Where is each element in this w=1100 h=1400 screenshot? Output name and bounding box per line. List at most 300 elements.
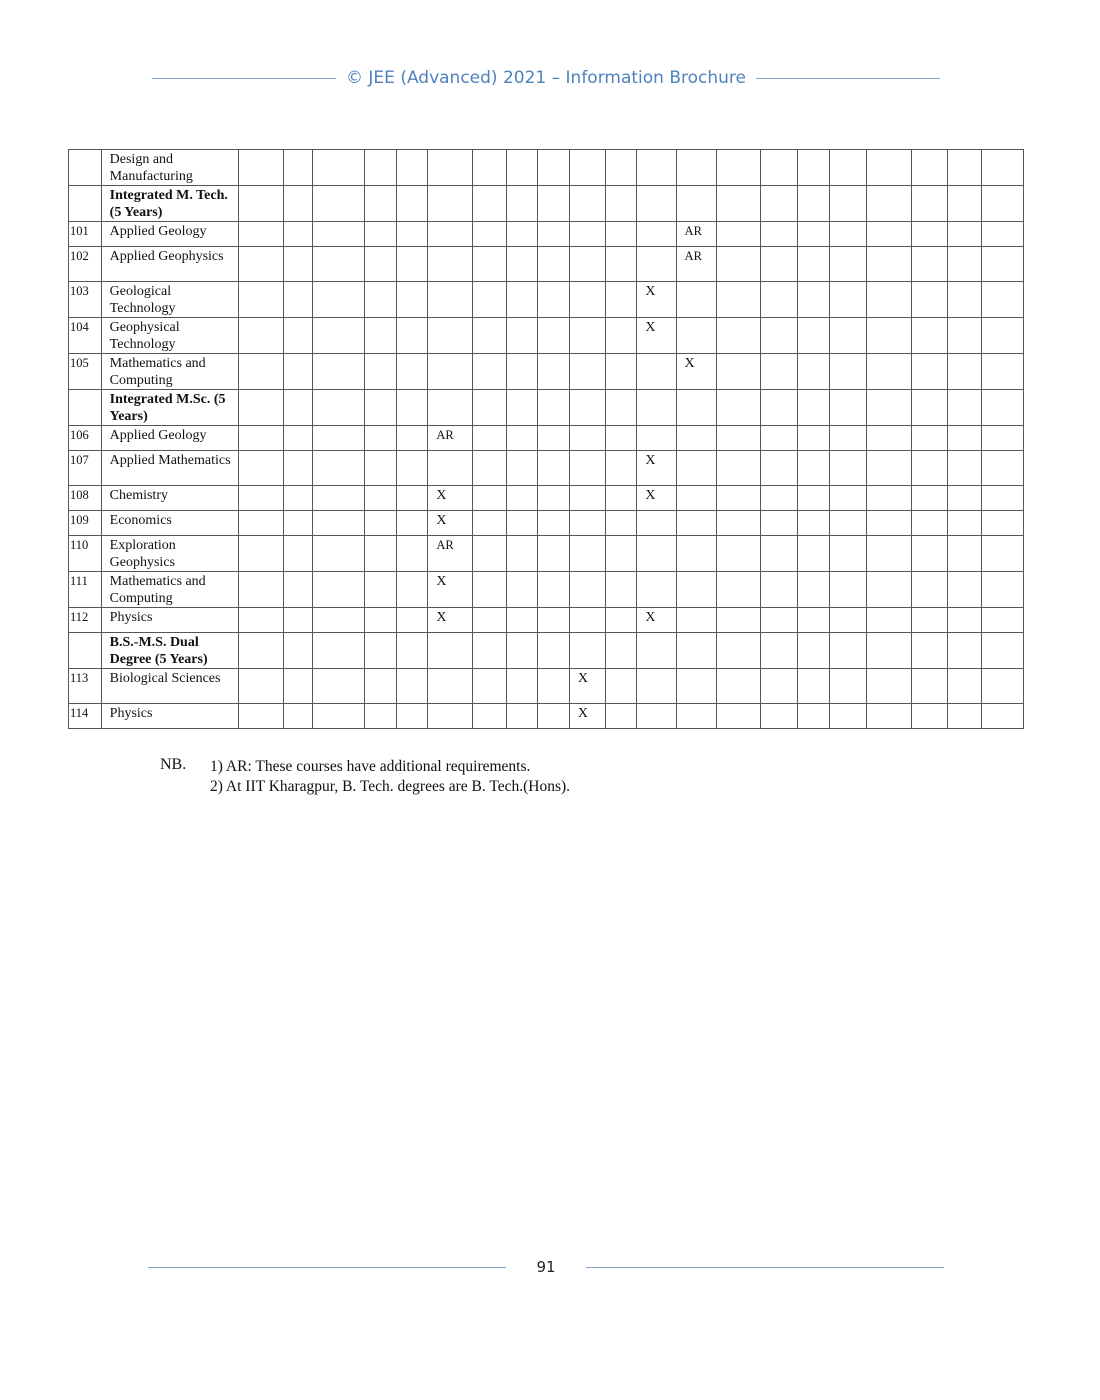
empty-cell bbox=[716, 186, 761, 222]
empty-cell bbox=[637, 426, 676, 451]
empty-cell bbox=[798, 536, 830, 572]
empty-cell bbox=[830, 572, 867, 608]
empty-cell bbox=[283, 150, 312, 186]
empty-cell bbox=[982, 186, 1024, 222]
empty-cell bbox=[472, 511, 506, 536]
course-number: 105 bbox=[69, 354, 102, 390]
course-number: 107 bbox=[69, 451, 102, 486]
course-name: Design and Manufacturing bbox=[101, 150, 238, 186]
empty-cell bbox=[867, 150, 912, 186]
empty-cell bbox=[569, 511, 605, 536]
availability-mark: X bbox=[428, 608, 473, 633]
empty-cell bbox=[676, 486, 716, 511]
empty-cell bbox=[569, 150, 605, 186]
empty-cell bbox=[538, 511, 570, 536]
empty-cell bbox=[761, 150, 798, 186]
empty-cell bbox=[676, 318, 716, 354]
empty-cell bbox=[283, 318, 312, 354]
empty-cell bbox=[365, 426, 397, 451]
empty-cell bbox=[911, 354, 947, 390]
empty-cell bbox=[238, 572, 283, 608]
empty-cell bbox=[506, 150, 538, 186]
empty-cell bbox=[365, 572, 397, 608]
empty-cell bbox=[312, 572, 364, 608]
empty-cell bbox=[283, 451, 312, 486]
table-row bbox=[69, 150, 1024, 186]
empty-cell bbox=[982, 150, 1024, 186]
header-rule-right bbox=[756, 78, 940, 79]
empty-cell bbox=[867, 222, 912, 247]
empty-cell bbox=[676, 608, 716, 633]
empty-cell bbox=[867, 282, 912, 318]
empty-cell bbox=[312, 222, 364, 247]
empty-cell bbox=[830, 704, 867, 729]
empty-cell bbox=[716, 150, 761, 186]
empty-cell bbox=[506, 572, 538, 608]
empty-cell bbox=[637, 572, 676, 608]
empty-cell bbox=[506, 608, 538, 633]
empty-cell bbox=[312, 186, 364, 222]
empty-cell bbox=[283, 426, 312, 451]
empty-cell bbox=[312, 511, 364, 536]
empty-cell bbox=[569, 486, 605, 511]
empty-cell bbox=[605, 572, 637, 608]
empty-cell bbox=[365, 633, 397, 669]
program-section-heading: B.S.-M.S. Dual Degree (5 Years) bbox=[101, 633, 238, 669]
empty-cell bbox=[830, 390, 867, 426]
empty-cell bbox=[283, 486, 312, 511]
table-row bbox=[69, 511, 1024, 536]
course-name: Geophysical Technology bbox=[101, 318, 238, 354]
course-number bbox=[69, 390, 102, 426]
empty-cell bbox=[798, 451, 830, 486]
empty-cell bbox=[605, 247, 637, 282]
empty-cell bbox=[312, 451, 364, 486]
empty-cell bbox=[798, 572, 830, 608]
empty-cell bbox=[312, 150, 364, 186]
empty-cell bbox=[982, 704, 1024, 729]
empty-cell bbox=[637, 354, 676, 390]
availability-mark: X bbox=[569, 669, 605, 704]
empty-cell bbox=[911, 247, 947, 282]
empty-cell bbox=[569, 633, 605, 669]
empty-cell bbox=[506, 536, 538, 572]
empty-cell bbox=[982, 354, 1024, 390]
empty-cell bbox=[716, 426, 761, 451]
empty-cell bbox=[365, 318, 397, 354]
empty-cell bbox=[312, 390, 364, 426]
empty-cell bbox=[396, 354, 428, 390]
empty-cell bbox=[396, 451, 428, 486]
empty-cell bbox=[947, 222, 982, 247]
empty-cell bbox=[428, 354, 473, 390]
empty-cell bbox=[238, 633, 283, 669]
empty-cell bbox=[716, 247, 761, 282]
empty-cell bbox=[798, 282, 830, 318]
course-number: 102 bbox=[69, 247, 102, 282]
empty-cell bbox=[798, 150, 830, 186]
availability-mark: X bbox=[637, 451, 676, 486]
course-name: Exploration Geophysics bbox=[101, 536, 238, 572]
empty-cell bbox=[867, 511, 912, 536]
empty-cell bbox=[911, 511, 947, 536]
course-number: 104 bbox=[69, 318, 102, 354]
availability-mark: X bbox=[428, 486, 473, 511]
empty-cell bbox=[798, 511, 830, 536]
empty-cell bbox=[911, 608, 947, 633]
page-footer bbox=[148, 1255, 944, 1279]
empty-cell bbox=[830, 247, 867, 282]
empty-cell bbox=[605, 186, 637, 222]
empty-cell bbox=[396, 222, 428, 247]
empty-cell bbox=[312, 633, 364, 669]
empty-cell bbox=[830, 354, 867, 390]
empty-cell bbox=[911, 390, 947, 426]
empty-cell bbox=[538, 608, 570, 633]
empty-cell bbox=[605, 318, 637, 354]
course-name: Economics bbox=[101, 511, 238, 536]
empty-cell bbox=[867, 318, 912, 354]
empty-cell bbox=[396, 247, 428, 282]
empty-cell bbox=[911, 633, 947, 669]
empty-cell bbox=[676, 426, 716, 451]
availability-mark: X bbox=[637, 486, 676, 511]
empty-cell bbox=[605, 536, 637, 572]
empty-cell bbox=[365, 511, 397, 536]
empty-cell bbox=[283, 354, 312, 390]
empty-cell bbox=[716, 354, 761, 390]
empty-cell bbox=[947, 354, 982, 390]
empty-cell bbox=[947, 426, 982, 451]
course-number bbox=[69, 633, 102, 669]
table-row bbox=[69, 186, 1024, 222]
empty-cell bbox=[830, 486, 867, 511]
page-number: 91 bbox=[536, 1258, 556, 1276]
empty-cell bbox=[716, 390, 761, 426]
empty-cell bbox=[947, 247, 982, 282]
empty-cell bbox=[676, 186, 716, 222]
course-name: Applied Geophysics bbox=[101, 247, 238, 282]
empty-cell bbox=[761, 633, 798, 669]
program-section-heading: Integrated M.Sc. (5 Years) bbox=[101, 390, 238, 426]
empty-cell bbox=[506, 511, 538, 536]
empty-cell bbox=[761, 354, 798, 390]
empty-cell bbox=[506, 633, 538, 669]
empty-cell bbox=[761, 222, 798, 247]
empty-cell bbox=[947, 150, 982, 186]
empty-cell bbox=[867, 186, 912, 222]
empty-cell bbox=[569, 318, 605, 354]
empty-cell bbox=[830, 282, 867, 318]
empty-cell bbox=[312, 426, 364, 451]
empty-cell bbox=[605, 608, 637, 633]
empty-cell bbox=[637, 150, 676, 186]
empty-cell bbox=[761, 390, 798, 426]
empty-cell bbox=[798, 390, 830, 426]
empty-cell bbox=[538, 354, 570, 390]
header-rule-left bbox=[152, 78, 336, 79]
empty-cell bbox=[605, 150, 637, 186]
empty-cell bbox=[538, 633, 570, 669]
availability-mark: X bbox=[428, 572, 473, 608]
empty-cell bbox=[238, 390, 283, 426]
empty-cell bbox=[798, 247, 830, 282]
empty-cell bbox=[830, 633, 867, 669]
empty-cell bbox=[538, 318, 570, 354]
empty-cell bbox=[396, 511, 428, 536]
empty-cell bbox=[506, 282, 538, 318]
empty-cell bbox=[867, 633, 912, 669]
table-row bbox=[69, 426, 1024, 451]
empty-cell bbox=[761, 608, 798, 633]
empty-cell bbox=[867, 608, 912, 633]
table-row bbox=[69, 704, 1024, 729]
table-row bbox=[69, 354, 1024, 390]
empty-cell bbox=[637, 186, 676, 222]
empty-cell bbox=[472, 669, 506, 704]
availability-mark: X bbox=[637, 608, 676, 633]
empty-cell bbox=[283, 511, 312, 536]
empty-cell bbox=[472, 318, 506, 354]
empty-cell bbox=[676, 282, 716, 318]
empty-cell bbox=[472, 572, 506, 608]
empty-cell bbox=[538, 247, 570, 282]
empty-cell bbox=[761, 669, 798, 704]
empty-cell bbox=[396, 669, 428, 704]
empty-cell bbox=[676, 704, 716, 729]
course-name: Physics bbox=[101, 608, 238, 633]
empty-cell bbox=[428, 282, 473, 318]
course-number: 112 bbox=[69, 608, 102, 633]
empty-cell bbox=[312, 282, 364, 318]
empty-cell bbox=[365, 282, 397, 318]
course-number: 113 bbox=[69, 669, 102, 704]
course-name: Applied Mathematics bbox=[101, 451, 238, 486]
empty-cell bbox=[365, 536, 397, 572]
empty-cell bbox=[982, 486, 1024, 511]
program-section-heading: Integrated M. Tech. (5 Years) bbox=[101, 186, 238, 222]
empty-cell bbox=[716, 451, 761, 486]
empty-cell bbox=[982, 608, 1024, 633]
empty-cell bbox=[396, 633, 428, 669]
empty-cell bbox=[982, 536, 1024, 572]
empty-cell bbox=[982, 222, 1024, 247]
empty-cell bbox=[365, 150, 397, 186]
course-number: 109 bbox=[69, 511, 102, 536]
availability-mark: X bbox=[637, 318, 676, 354]
empty-cell bbox=[761, 186, 798, 222]
availability-mark: X bbox=[676, 354, 716, 390]
empty-cell bbox=[238, 451, 283, 486]
empty-cell bbox=[472, 704, 506, 729]
empty-cell bbox=[472, 608, 506, 633]
empty-cell bbox=[830, 150, 867, 186]
table-row bbox=[69, 572, 1024, 608]
empty-cell bbox=[365, 486, 397, 511]
empty-cell bbox=[867, 451, 912, 486]
course-name: Physics bbox=[101, 704, 238, 729]
empty-cell bbox=[283, 572, 312, 608]
empty-cell bbox=[605, 390, 637, 426]
additional-requirement-mark: AR bbox=[428, 536, 473, 572]
table-row bbox=[69, 282, 1024, 318]
empty-cell bbox=[569, 186, 605, 222]
empty-cell bbox=[538, 451, 570, 486]
empty-cell bbox=[428, 150, 473, 186]
empty-cell bbox=[506, 186, 538, 222]
empty-cell bbox=[283, 222, 312, 247]
empty-cell bbox=[982, 451, 1024, 486]
empty-cell bbox=[238, 354, 283, 390]
empty-cell bbox=[947, 704, 982, 729]
empty-cell bbox=[538, 186, 570, 222]
empty-cell bbox=[947, 318, 982, 354]
empty-cell bbox=[947, 390, 982, 426]
empty-cell bbox=[472, 247, 506, 282]
empty-cell bbox=[472, 150, 506, 186]
empty-cell bbox=[911, 186, 947, 222]
empty-cell bbox=[867, 486, 912, 511]
empty-cell bbox=[283, 282, 312, 318]
empty-cell bbox=[716, 608, 761, 633]
empty-cell bbox=[947, 633, 982, 669]
empty-cell bbox=[428, 633, 473, 669]
empty-cell bbox=[947, 536, 982, 572]
empty-cell bbox=[365, 222, 397, 247]
empty-cell bbox=[472, 426, 506, 451]
course-name: Biological Sciences bbox=[101, 669, 238, 704]
note-item-1: 1) AR: These courses have additional requirements. bbox=[210, 758, 531, 775]
empty-cell bbox=[982, 633, 1024, 669]
empty-cell bbox=[761, 536, 798, 572]
empty-cell bbox=[947, 486, 982, 511]
empty-cell bbox=[538, 282, 570, 318]
empty-cell bbox=[676, 572, 716, 608]
empty-cell bbox=[538, 426, 570, 451]
empty-cell bbox=[676, 511, 716, 536]
table-row bbox=[69, 486, 1024, 511]
additional-requirement-mark: AR bbox=[676, 247, 716, 282]
empty-cell bbox=[761, 426, 798, 451]
empty-cell bbox=[569, 572, 605, 608]
empty-cell bbox=[761, 572, 798, 608]
empty-cell bbox=[830, 426, 867, 451]
empty-cell bbox=[312, 354, 364, 390]
empty-cell bbox=[830, 669, 867, 704]
empty-cell bbox=[396, 572, 428, 608]
empty-cell bbox=[605, 669, 637, 704]
empty-cell bbox=[283, 186, 312, 222]
empty-cell bbox=[716, 704, 761, 729]
empty-cell bbox=[911, 486, 947, 511]
empty-cell bbox=[637, 704, 676, 729]
empty-cell bbox=[428, 222, 473, 247]
empty-cell bbox=[396, 486, 428, 511]
table-row bbox=[69, 633, 1024, 669]
empty-cell bbox=[365, 354, 397, 390]
empty-cell bbox=[637, 390, 676, 426]
empty-cell bbox=[569, 390, 605, 426]
empty-cell bbox=[761, 247, 798, 282]
empty-cell bbox=[396, 390, 428, 426]
course-number: 111 bbox=[69, 572, 102, 608]
empty-cell bbox=[506, 390, 538, 426]
empty-cell bbox=[569, 536, 605, 572]
empty-cell bbox=[676, 536, 716, 572]
empty-cell bbox=[312, 247, 364, 282]
empty-cell bbox=[637, 633, 676, 669]
empty-cell bbox=[605, 486, 637, 511]
empty-cell bbox=[911, 426, 947, 451]
empty-cell bbox=[676, 633, 716, 669]
empty-cell bbox=[538, 390, 570, 426]
empty-cell bbox=[798, 633, 830, 669]
empty-cell bbox=[396, 318, 428, 354]
empty-cell bbox=[428, 186, 473, 222]
empty-cell bbox=[716, 536, 761, 572]
empty-cell bbox=[428, 451, 473, 486]
empty-cell bbox=[396, 150, 428, 186]
empty-cell bbox=[538, 150, 570, 186]
empty-cell bbox=[911, 536, 947, 572]
empty-cell bbox=[637, 511, 676, 536]
empty-cell bbox=[867, 390, 912, 426]
empty-cell bbox=[538, 572, 570, 608]
empty-cell bbox=[238, 186, 283, 222]
empty-cell bbox=[637, 222, 676, 247]
empty-cell bbox=[761, 704, 798, 729]
empty-cell bbox=[798, 704, 830, 729]
empty-cell bbox=[605, 354, 637, 390]
empty-cell bbox=[867, 704, 912, 729]
empty-cell bbox=[605, 704, 637, 729]
empty-cell bbox=[867, 354, 912, 390]
empty-cell bbox=[283, 247, 312, 282]
empty-cell bbox=[238, 426, 283, 451]
empty-cell bbox=[637, 536, 676, 572]
empty-cell bbox=[428, 704, 473, 729]
empty-cell bbox=[798, 669, 830, 704]
empty-cell bbox=[538, 704, 570, 729]
empty-cell bbox=[396, 608, 428, 633]
empty-cell bbox=[716, 511, 761, 536]
empty-cell bbox=[716, 318, 761, 354]
empty-cell bbox=[867, 669, 912, 704]
course-number: 114 bbox=[69, 704, 102, 729]
course-number: 108 bbox=[69, 486, 102, 511]
empty-cell bbox=[396, 704, 428, 729]
empty-cell bbox=[283, 536, 312, 572]
empty-cell bbox=[569, 354, 605, 390]
course-name: Applied Geology bbox=[101, 222, 238, 247]
empty-cell bbox=[472, 536, 506, 572]
empty-cell bbox=[911, 669, 947, 704]
empty-cell bbox=[676, 150, 716, 186]
empty-cell bbox=[830, 186, 867, 222]
empty-cell bbox=[605, 426, 637, 451]
empty-cell bbox=[798, 318, 830, 354]
empty-cell bbox=[396, 282, 428, 318]
course-name: Mathematics and Computing bbox=[101, 572, 238, 608]
empty-cell bbox=[283, 669, 312, 704]
empty-cell bbox=[506, 318, 538, 354]
empty-cell bbox=[605, 282, 637, 318]
empty-cell bbox=[569, 247, 605, 282]
empty-cell bbox=[472, 354, 506, 390]
empty-cell bbox=[312, 704, 364, 729]
empty-cell bbox=[911, 572, 947, 608]
empty-cell bbox=[947, 186, 982, 222]
